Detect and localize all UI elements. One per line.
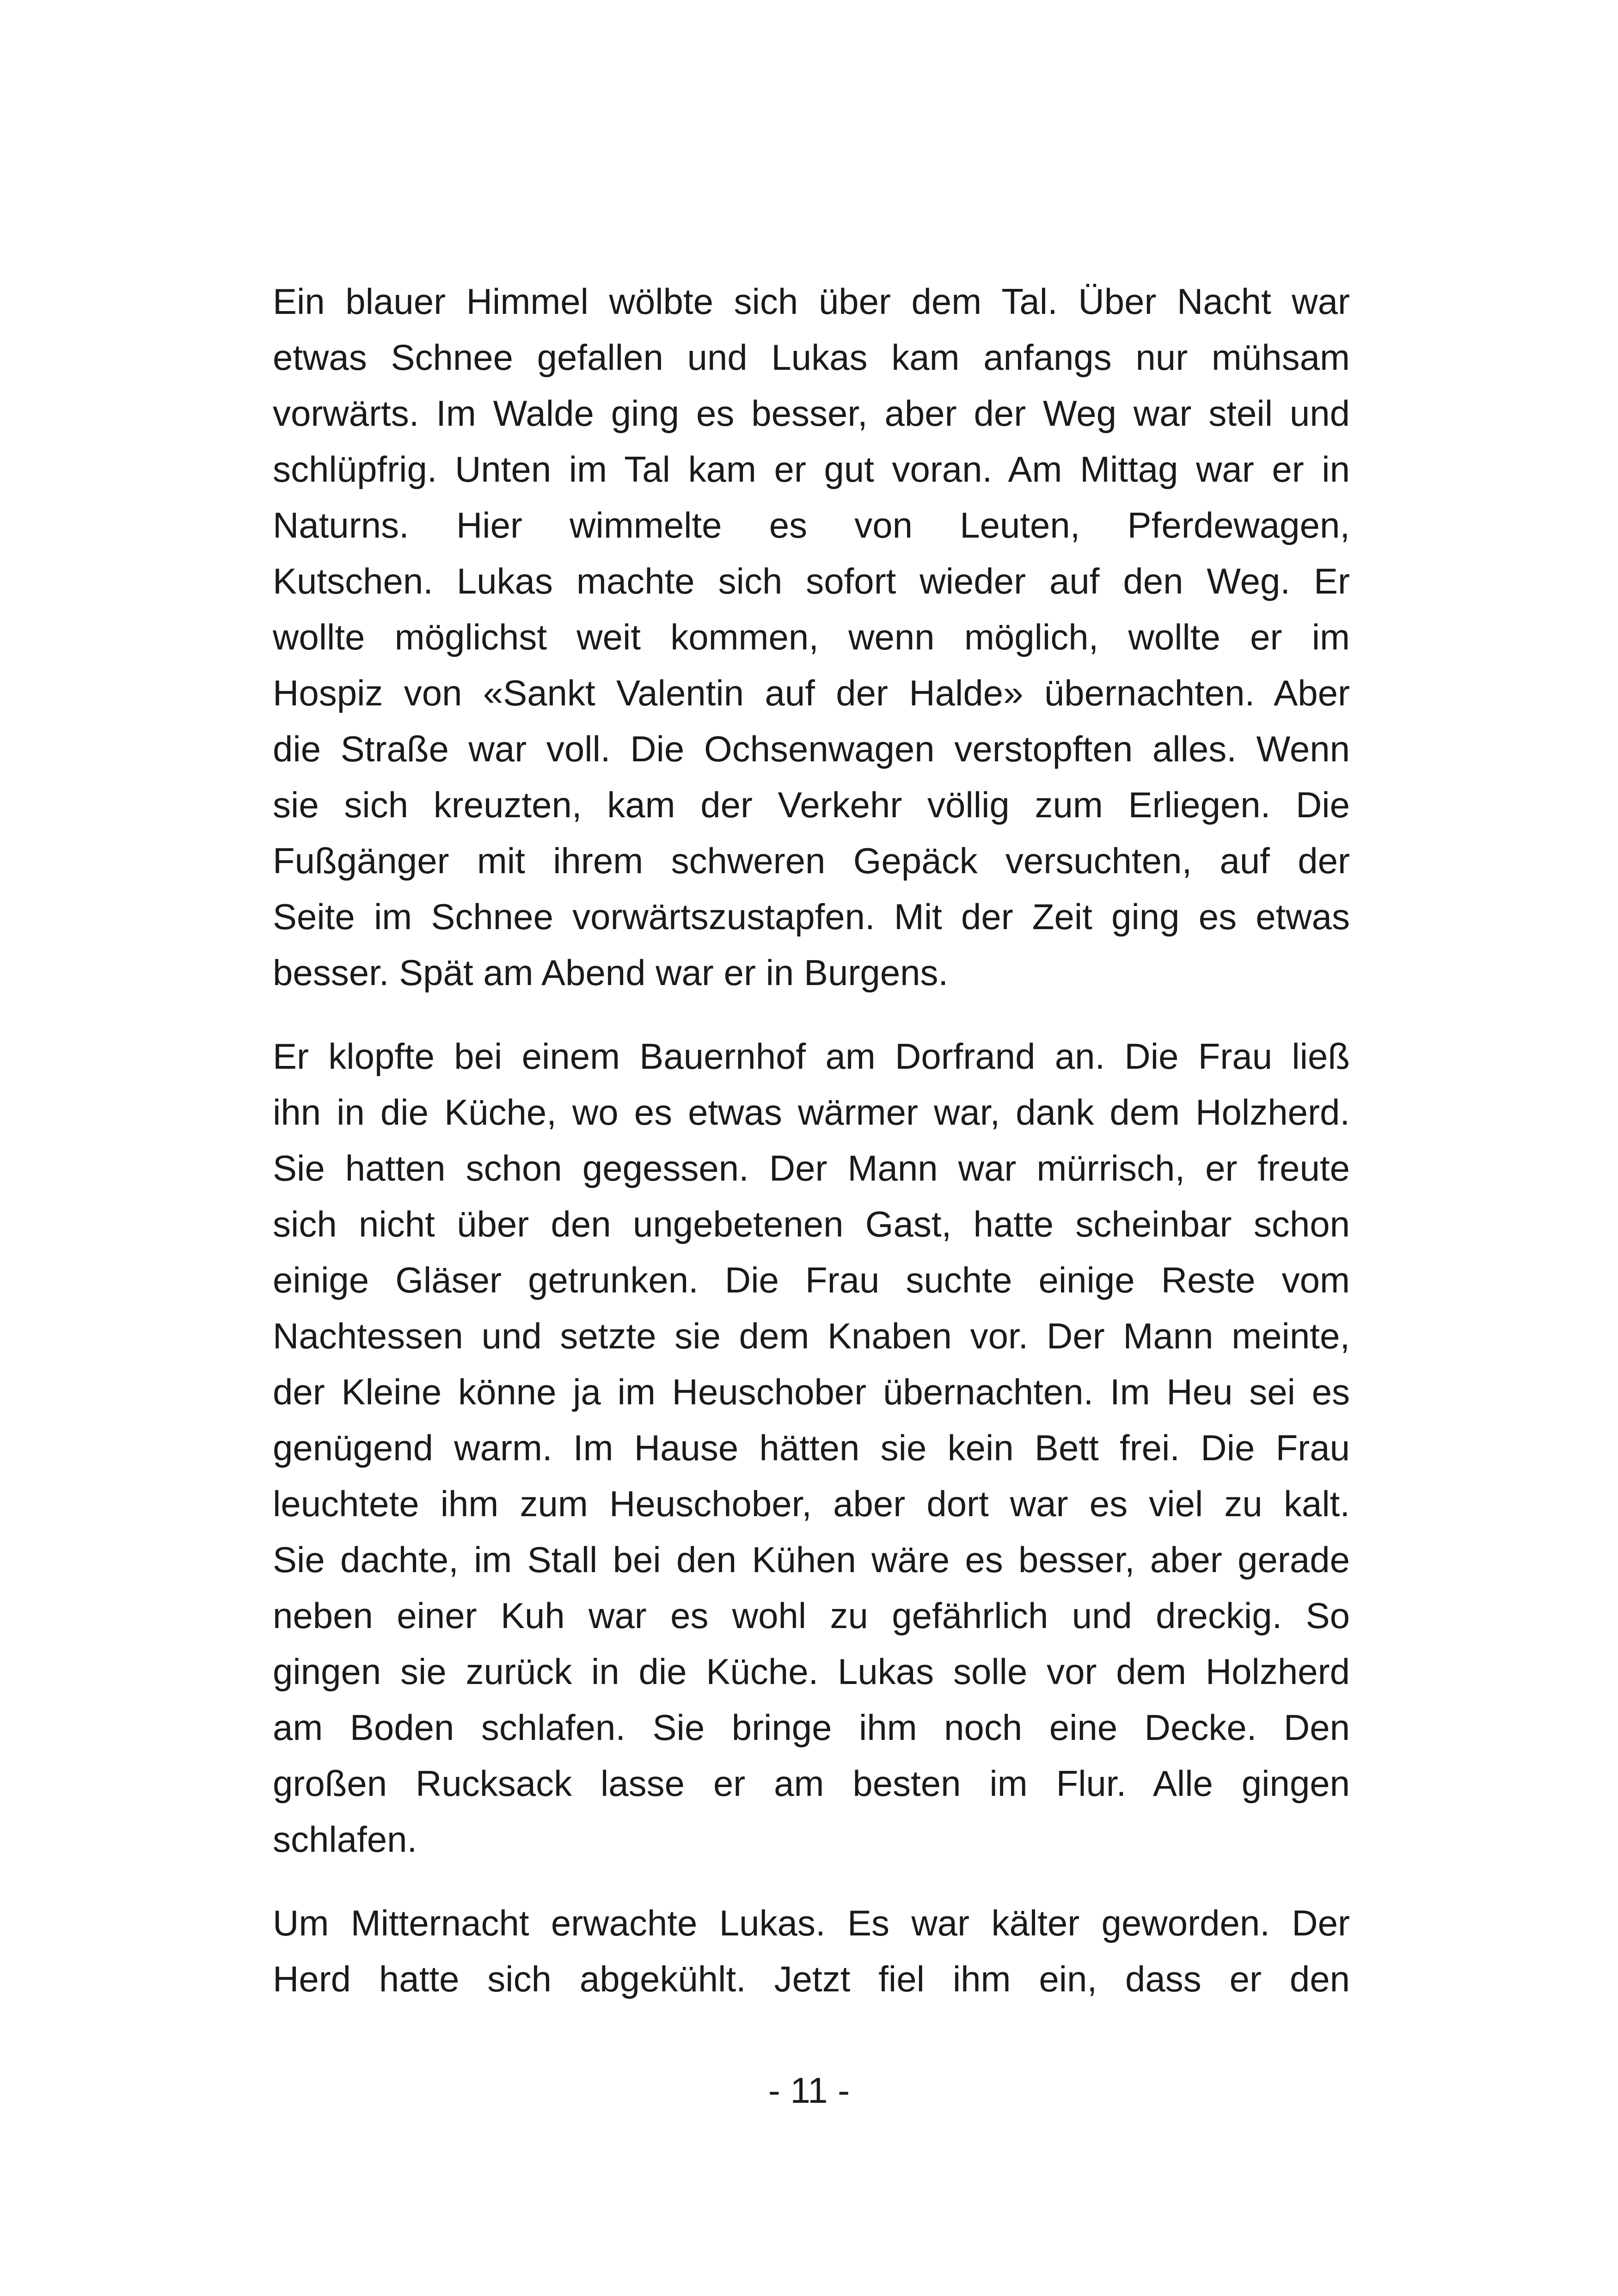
- text-line: Herd hatte sich abgekühlt. Jetzt fiel ihm ein, dass er den: [273, 1959, 1350, 1999]
- text-line: vorwärts. Im Walde ging es besser, aber der Weg war steil und: [273, 393, 1350, 434]
- text-line: Nachtessen und setzte sie dem Knaben vor. Der Mann meinte,: [273, 1316, 1350, 1356]
- text-line: wollte möglichst weit kommen, wenn möglich, wollte er im: [273, 617, 1350, 657]
- text-line: Fußgänger mit ihrem schweren Gepäck versuchten, auf der: [273, 840, 1350, 881]
- page-number: - 11 -: [768, 2070, 850, 2111]
- paragraph: [273, 274, 1350, 1001]
- text-line: Sie dachte, im Stall bei den Kühen wäre es besser, aber gerade: [273, 1539, 1350, 1580]
- text-line: besser. Spät am Abend war er in Burgens.: [273, 952, 949, 993]
- text-line: schlafen.: [273, 1819, 417, 1860]
- text-line: genügend warm. Im Hause hätten sie kein Bett frei. Die Frau: [273, 1427, 1350, 1468]
- text-line: Sie hatten schon gegessen. Der Mann war mürrisch, er freute: [273, 1148, 1350, 1188]
- text-line: einige Gläser getrunken. Die Frau suchte einige Reste vom: [273, 1260, 1350, 1300]
- text-line: leuchtete ihm zum Heuschober, aber dort war es viel zu kalt.: [273, 1483, 1350, 1524]
- text-line: am Boden schlafen. Sie bringe ihm noch eine Decke. Den: [273, 1707, 1350, 1748]
- text-line: der Kleine könne ja im Heuschober übernachten. Im Heu sei es: [273, 1371, 1350, 1412]
- text-line: Ein blauer Himmel wölbte sich über dem Tal. Über Nacht war: [273, 281, 1350, 322]
- text-line: Um Mitternacht erwachte Lukas. Es war kälter geworden. Der: [273, 1903, 1350, 1943]
- text-line: Seite im Schnee vorwärtszustapfen. Mit der Zeit ging es etwas: [273, 896, 1350, 937]
- paragraph: [273, 1029, 1350, 1867]
- text-line: sich nicht über den ungebetenen Gast, hatte scheinbar schon: [273, 1204, 1350, 1244]
- body-text: [273, 274, 1350, 2035]
- text-line: Kutschen. Lukas machte sich sofort wieder auf den Weg. Er: [273, 561, 1350, 601]
- paragraph: [273, 1895, 1350, 2007]
- text-line: großen Rucksack lasse er am besten im Flur. Alle gingen: [273, 1763, 1350, 1804]
- text-line: Er klopfte bei einem Bauernhof am Dorfrand an. Die Frau ließ: [273, 1036, 1350, 1077]
- text-line: Naturns. Hier wimmelte es von Leuten, Pferdewagen,: [273, 505, 1350, 545]
- text-line: etwas Schnee gefallen und Lukas kam anfangs nur mühsam: [273, 337, 1350, 378]
- text-line: schlüpfrig. Unten im Tal kam er gut voran. Am Mittag war er in: [273, 449, 1350, 490]
- text-line: ihn in die Küche, wo es etwas wärmer war, dank dem Holzherd.: [273, 1092, 1350, 1133]
- text-line: neben einer Kuh war es wohl zu gefährlich und dreckig. So: [273, 1595, 1350, 1636]
- text-line: Hospiz von «Sankt Valentin auf der Halde» übernachten. Aber: [273, 673, 1350, 713]
- text-line: die Straße war voll. Die Ochsenwagen verstopften alles. Wenn: [273, 729, 1350, 769]
- text-line: gingen sie zurück in die Küche. Lukas solle vor dem Holzherd: [273, 1651, 1350, 1692]
- text-line: sie sich kreuzten, kam der Verkehr völlig zum Erliegen. Die: [273, 784, 1350, 825]
